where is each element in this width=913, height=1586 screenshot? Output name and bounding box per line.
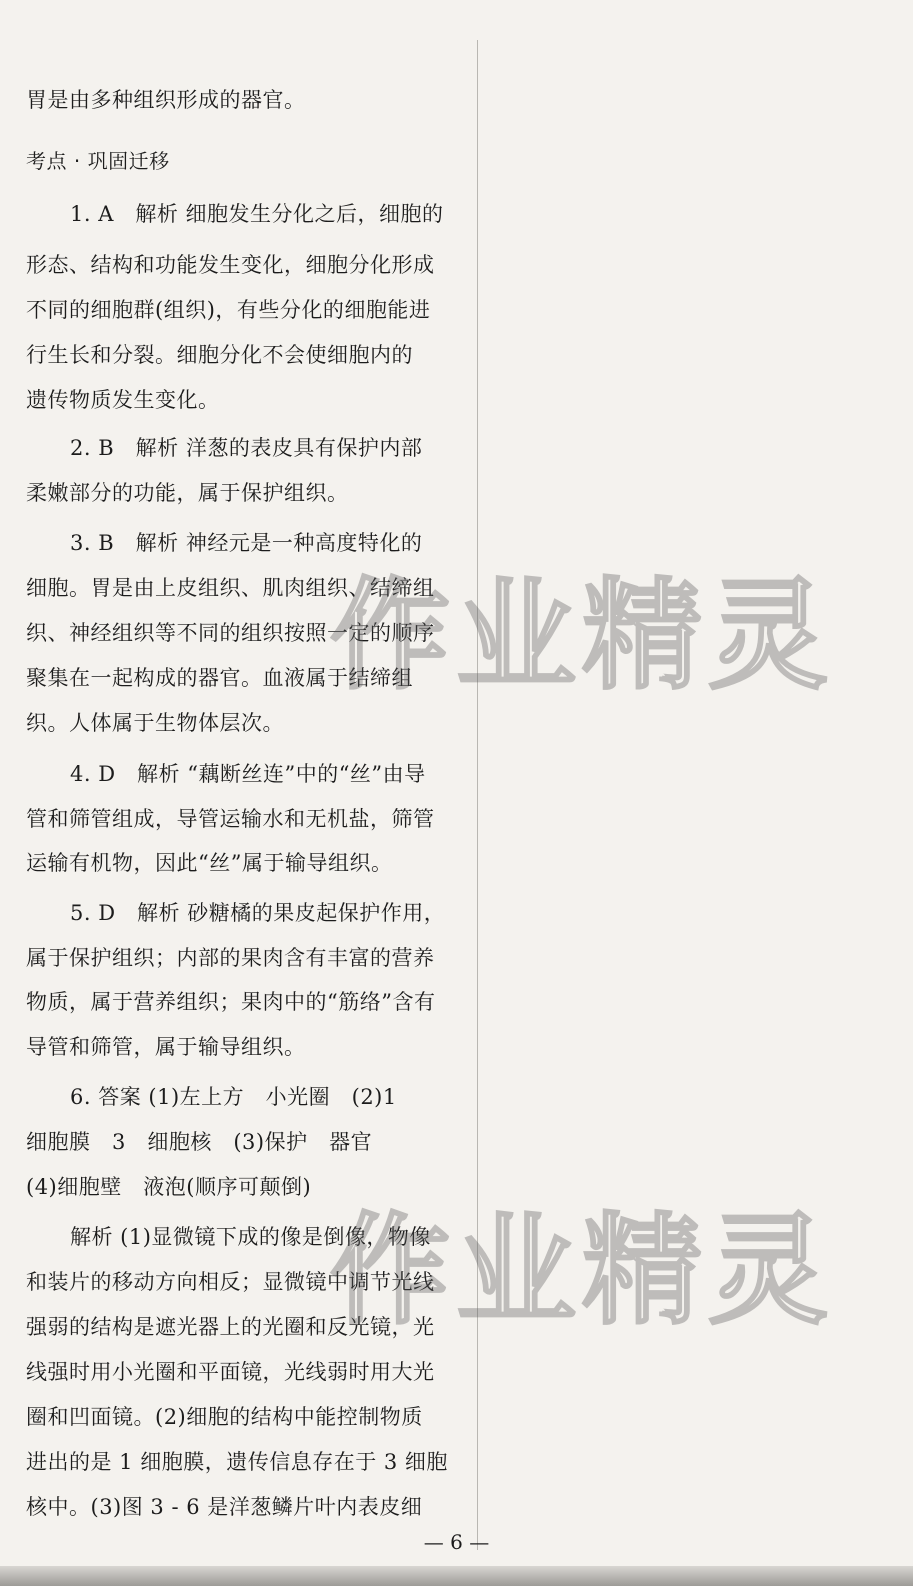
answer-item: 5. D 解析 砂糖橘的果皮起保护作用， [70,901,446,925]
scan-edge [0,1566,913,1586]
text-line: 织。人体属于生物体层次。 [26,711,284,735]
text-line: 细胞。胃是由上皮组织、肌肉组织、结缔组 [26,576,435,600]
answer-item: 3. B 解析 神经元是一种高度特化的 [70,531,423,555]
explanation-line: 解析 (1)显微镜下成的像是倒像，物像 [70,1225,431,1249]
text-line: 柔嫩部分的功能，属于保护组织。 [26,481,349,505]
text-line: 属于保护组织；内部的果肉含有丰富的营养 [26,946,435,970]
text-line: 织、神经组织等不同的组织按照一定的顺序 [26,621,435,645]
text-line: 胃是由多种组织形成的器官。 [26,88,306,112]
text-line: (4)细胞壁 液泡(顺序可颠倒) [26,1175,312,1199]
answer-item: 1. A 解析 细胞发生分化之后，细胞的 [70,202,444,226]
text-line: 导管和筛管，属于输导组织。 [26,1035,306,1059]
text-line: 遗传物质发生变化。 [26,388,220,412]
text-line: 进出的是 1 细胞膜，遗传信息存在于 3 细胞 [26,1450,448,1474]
page-number: — 6 — [423,1530,490,1554]
text-line: 细胞膜 3 细胞核 (3)保护 器官 [26,1130,373,1154]
text-line: 运输有机物，因此“丝”属于输导组织。 [26,851,393,875]
text-line: 强弱的结构是遮光器上的光圈和反光镜，光 [26,1315,435,1339]
answer-item: 4. D 解析 “藕断丝连”中的“丝”由导 [70,762,426,786]
text-line: 管和筛管组成，导管运输水和无机盐，筛管 [26,807,435,831]
watermark: 作业精灵 [330,1202,834,1341]
text-line: 线强时用小光圈和平面镜，光线弱时用大光 [26,1360,435,1384]
answer-item: 6. 答案 (1)左上方 小光圈 (2)1 [70,1085,397,1109]
text-line: 和装片的移动方向相反；显微镜中调节光线 [26,1270,435,1294]
text-line: 行生长和分裂。细胞分化不会使细胞内的 [26,343,413,367]
watermark: 作业精灵 [330,567,834,706]
text-line: 核中。(3)图 3 - 6 是洋葱鳞片叶内表皮细 [26,1495,423,1519]
column-divider [477,40,478,1550]
text-line: 聚集在一起构成的器官。血液属于结缔组 [26,666,413,690]
text-line: 圈和凹面镜。(2)细胞的结构中能控制物质 [26,1405,423,1429]
section-heading: 考点 · 巩固迁移 [26,149,170,173]
answer-item: 2. B 解析 洋葱的表皮具有保护内部 [70,436,423,460]
text-line: 物质，属于营养组织；果肉中的“筋络”含有 [26,990,436,1014]
text-line: 形态、结构和功能发生变化，细胞分化形成 [26,253,435,277]
text-line: 不同的细胞群(组织)，有些分化的细胞能进 [26,298,431,322]
